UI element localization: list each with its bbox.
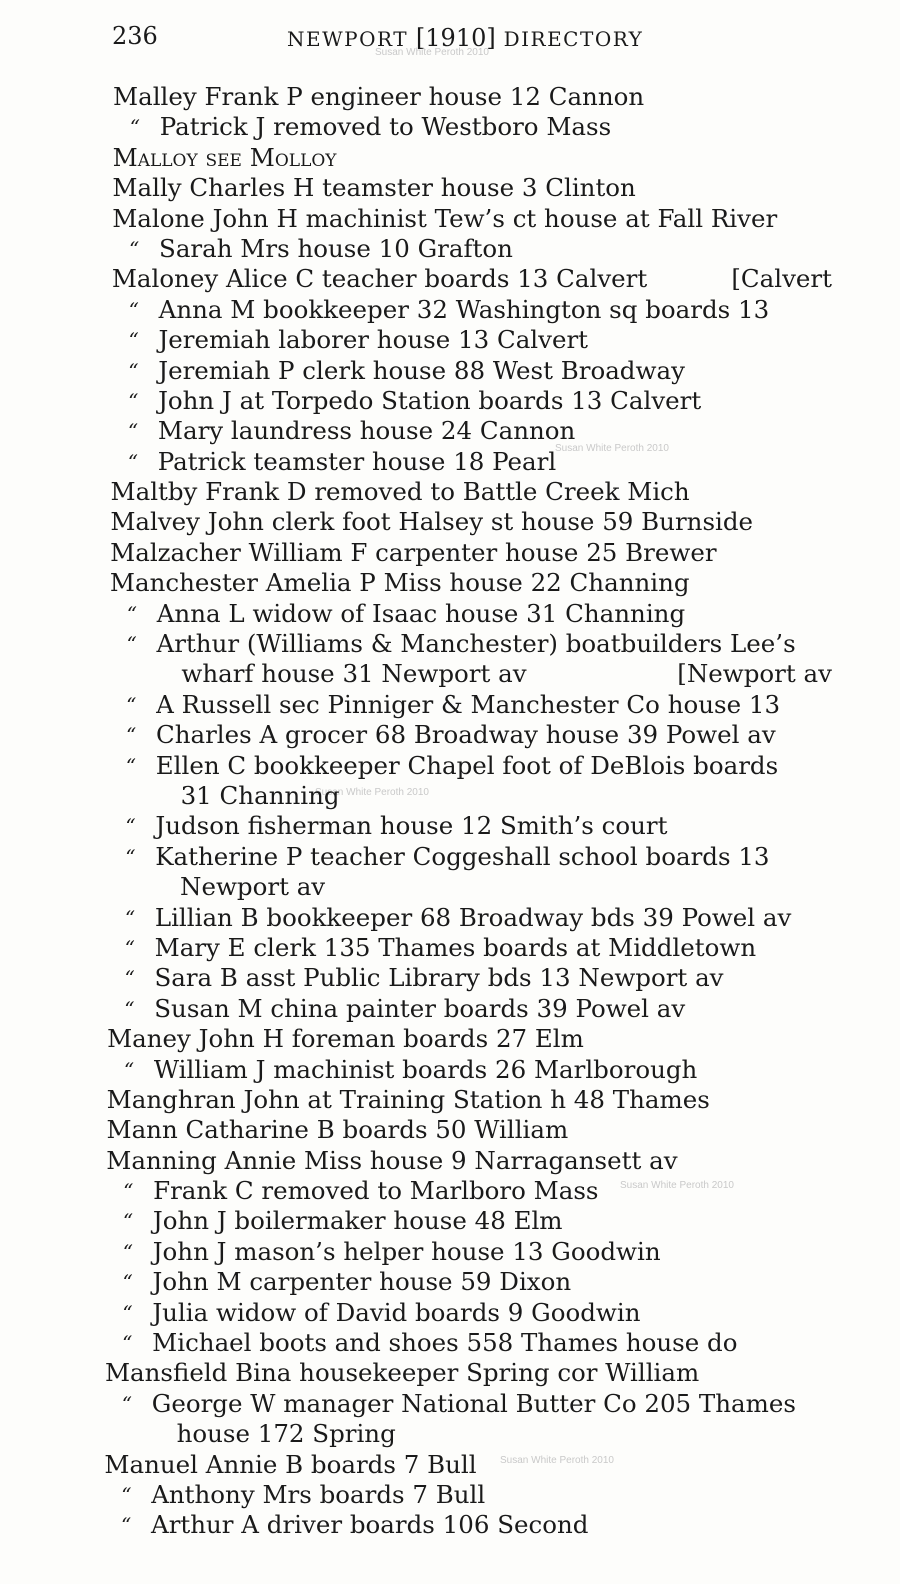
- ditto-mark: “: [128, 297, 139, 322]
- directory-entry: [0, 1328, 832, 1358]
- ditto-mark: “: [122, 1270, 133, 1295]
- ditto-mark: “: [128, 388, 139, 413]
- directory-entry: [0, 264, 832, 294]
- directory-entry: [0, 599, 832, 629]
- entry-text: wharf house 31 Newport av: [181, 659, 527, 689]
- entry-text: John J mason’s helper house 13 Goodwin: [152, 1236, 661, 1266]
- entry-text: Ellen C bookkeeper Chapel foot of DeBlois boards: [155, 750, 779, 780]
- directory-entry: [0, 690, 832, 720]
- entry-text: A Russell sec Pinniger & Manchester Co house 13: [156, 689, 781, 719]
- title-left: NEWPORT: [287, 27, 416, 51]
- entry-text: Maney John H foreman boards 27 Elm: [107, 1024, 584, 1054]
- directory-entry: [0, 356, 832, 386]
- ditto-mark: “: [125, 844, 136, 869]
- entry-text: Anthony Mrs boards 7 Bull: [151, 1479, 486, 1509]
- directory-entry: [0, 1237, 832, 1267]
- entry-text: Susan M china painter boards 39 Powel av: [154, 993, 686, 1023]
- ditto-mark: “: [124, 935, 135, 960]
- entry-text: Mann Catharine B boards 50 William: [106, 1115, 569, 1145]
- directory-entry: [0, 1450, 832, 1480]
- entry-text: Michael boots and shoes 558 Thames house do: [152, 1328, 738, 1358]
- directory-entry: [0, 143, 832, 173]
- watermark: Susan White Peroth 2010: [620, 1180, 734, 1191]
- directory-entry: [0, 173, 832, 203]
- directory-entry: [0, 842, 832, 872]
- ditto-mark: “: [122, 1331, 133, 1356]
- directory-entry: [0, 1419, 832, 1449]
- directory-entries: [0, 82, 900, 1541]
- directory-entry: [0, 447, 832, 477]
- directory-entry: [0, 538, 832, 568]
- ditto-mark: “: [122, 1239, 133, 1264]
- ditto-mark: “: [126, 692, 137, 717]
- entry-text: Arthur (Williams & Manchester) boatbuilders Lee’s: [156, 629, 796, 659]
- ditto-mark: “: [127, 449, 138, 474]
- directory-entry: [0, 1055, 832, 1085]
- directory-entry: [0, 781, 832, 811]
- directory-entry: [0, 386, 832, 416]
- entry-text: Arthur A driver boards 106 Second: [151, 1510, 589, 1540]
- entry-text: John J at Torpedo Station boards 13 Calvert: [158, 385, 702, 415]
- watermark: Susan White Peroth 2010: [500, 1455, 614, 1466]
- entry-text: John M carpenter house 59 Dixon: [152, 1267, 572, 1297]
- directory-entry: [0, 204, 832, 234]
- entry-text: Anna L widow of Isaac house 31 Channing: [156, 598, 686, 628]
- watermark: Susan White Peroth 2010: [555, 443, 669, 454]
- entry-text: Manuel Annie B boards 7 Bull: [104, 1449, 477, 1479]
- entry-text: Malvey John clerk foot Halsey st house 59 Burnside: [110, 507, 754, 537]
- entry-text: house 172 Spring: [176, 1419, 396, 1449]
- entry-text: Katherine P teacher Coggeshall school boards 13: [155, 841, 770, 871]
- ditto-mark: “: [123, 1179, 134, 1204]
- entry-text: Mally Charles H teamster house 3 Clinton: [112, 173, 636, 203]
- ditto-mark: “: [123, 1057, 135, 1082]
- directory-entry: [0, 1267, 832, 1297]
- entry-text: Manghran John at Training Station h 48 Thames: [106, 1084, 710, 1114]
- directory-entry: [0, 477, 832, 507]
- entry-text: John J boilermaker house 48 Elm: [152, 1206, 563, 1236]
- page-number: 236: [112, 22, 158, 50]
- entry-text: Jeremiah P clerk house 88 West Broadway: [158, 355, 685, 385]
- entry-text: Maloney Alice C teacher boards 13 Calvert: [111, 264, 648, 294]
- directory-entry: [0, 507, 832, 537]
- ditto-mark: “: [126, 601, 137, 626]
- ditto-mark: “: [125, 814, 136, 839]
- directory-entry: [0, 720, 832, 750]
- entry-text: Jeremiah laborer house 13 Calvert: [158, 325, 589, 355]
- directory-entry: [0, 903, 832, 933]
- entry-text: Judson fisherman house 12 Smith’s court: [155, 811, 668, 841]
- entry-text: William J machinist boards 26 Marlborough: [153, 1054, 698, 1084]
- continuation-text: [Newport av: [677, 659, 832, 689]
- entry-text: Manchester Amelia P Miss house 22 Channing: [109, 568, 690, 598]
- ditto-mark: “: [124, 966, 135, 991]
- directory-entry: [0, 629, 832, 659]
- entry-text: Frank C removed to Marlboro Mass: [153, 1176, 599, 1206]
- entry-text: Mary laundress house 24 Cannon: [157, 416, 576, 446]
- ditto-mark: “: [129, 115, 141, 140]
- title-year: [1910]: [415, 24, 496, 52]
- directory-entry: [0, 751, 832, 781]
- directory-entry: [0, 568, 832, 598]
- continuation-text: [Calvert: [731, 264, 832, 294]
- directory-entry: [0, 1298, 832, 1328]
- entry-text: Anna M bookkeeper 32 Washington sq boards 13: [158, 294, 770, 324]
- directory-entry: [0, 295, 832, 325]
- ditto-mark: “: [121, 1513, 132, 1538]
- directory-entry: [0, 1389, 832, 1419]
- entry-text: George W manager National Butter Co 205 Thames: [151, 1388, 796, 1418]
- directory-entry: [0, 872, 832, 902]
- entry-text: Mary E clerk 135 Thames boards at Middletown: [154, 932, 757, 962]
- entry-text: Julia widow of David boards 9 Goodwin: [152, 1297, 641, 1327]
- entry-text: Malloy see Molloy: [112, 142, 337, 172]
- ditto-mark: “: [124, 996, 135, 1021]
- directory-entry: [0, 1085, 832, 1115]
- ditto-mark: “: [128, 358, 139, 383]
- entry-text: Charles A grocer 68 Broadway house 39 Powel av: [155, 720, 776, 750]
- directory-entry: [0, 659, 832, 689]
- ditto-mark: “: [125, 723, 137, 748]
- entry-text: Sarah Mrs house 10 Grafton: [159, 233, 513, 263]
- entry-text: Maltby Frank D removed to Battle Creek Mich: [110, 477, 690, 507]
- watermark: Susan White Peroth 2010: [315, 787, 429, 798]
- watermark: Susan White Peroth 2010: [375, 47, 489, 58]
- directory-entry: [0, 234, 832, 264]
- ditto-mark: “: [129, 236, 140, 261]
- ditto-mark: “: [128, 328, 139, 353]
- directory-entry: [0, 112, 832, 142]
- directory-entry: [0, 82, 832, 112]
- directory-entry: [0, 811, 832, 841]
- ditto-mark: “: [122, 1209, 134, 1234]
- directory-entry: [0, 994, 832, 1024]
- entry-text: Sara B asst Public Library bds 13 Newport av: [154, 963, 724, 993]
- entry-text: Mansfield Bina housekeeper Spring cor William: [104, 1358, 700, 1388]
- ditto-mark: “: [124, 905, 136, 930]
- ditto-mark: “: [126, 632, 137, 657]
- directory-entry: [0, 1480, 832, 1510]
- directory-entry: [0, 1206, 832, 1236]
- directory-entry: [0, 416, 832, 446]
- ditto-mark: “: [122, 1300, 133, 1325]
- entry-text: Patrick teamster house 18 Pearl: [157, 446, 557, 476]
- ditto-mark: “: [121, 1482, 132, 1507]
- ditto-mark: “: [125, 753, 137, 778]
- entry-text: Manning Annie Miss house 9 Narragansett av: [106, 1145, 678, 1175]
- directory-entry: [0, 1024, 832, 1054]
- entry-text: Newport av: [180, 872, 326, 902]
- title-right: DIRECTORY: [495, 27, 644, 51]
- directory-entry: [0, 933, 832, 963]
- entry-text: 31 Channing: [180, 780, 340, 810]
- directory-entry: [0, 963, 832, 993]
- directory-entry: [0, 1146, 832, 1176]
- directory-entry: [0, 1510, 832, 1540]
- entry-text: Malzacher William F carpenter house 25 Brewer: [110, 537, 717, 567]
- directory-entry: [0, 1115, 832, 1145]
- entry-text: Patrick J removed to Westboro Mass: [159, 112, 612, 142]
- ditto-mark: “: [127, 419, 139, 444]
- directory-entry: [0, 325, 832, 355]
- entry-text: Malone John H machinist Tew’s ct house at Fall River: [112, 203, 778, 233]
- entry-text: Lillian B bookkeeper 68 Broadway bds 39 Powel av: [154, 902, 792, 932]
- ditto-mark: “: [121, 1391, 132, 1416]
- directory-entry: [0, 1176, 832, 1206]
- entry-text: Malley Frank P engineer house 12 Cannon: [113, 82, 645, 111]
- directory-entry: [0, 1358, 832, 1388]
